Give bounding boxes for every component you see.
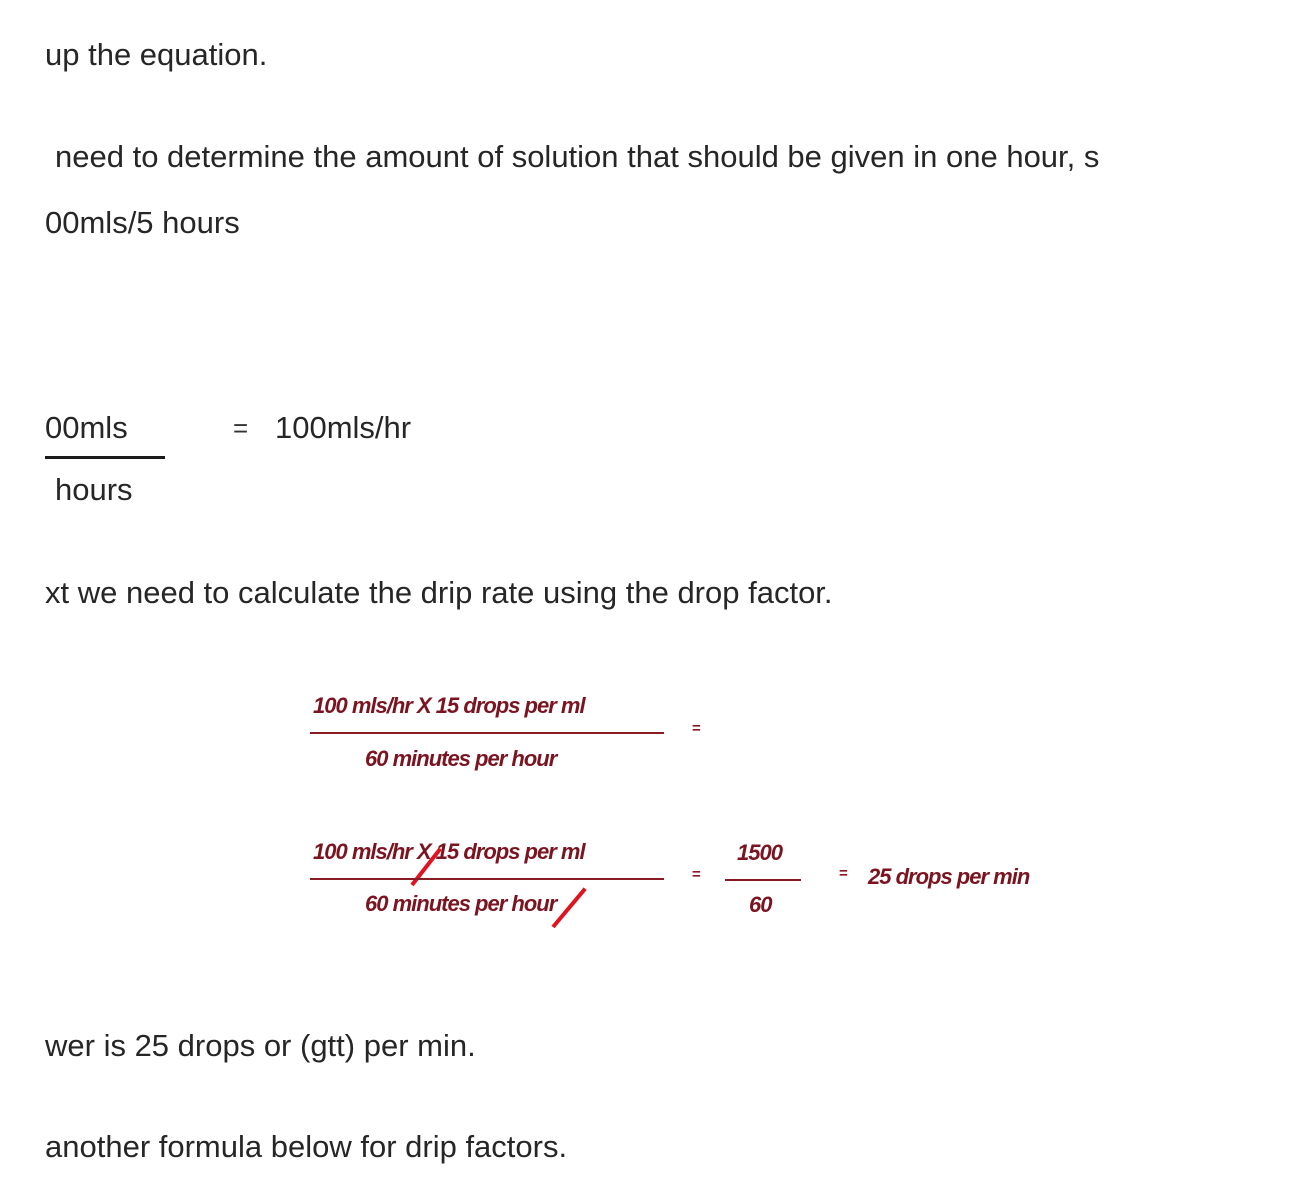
equals-sign: = bbox=[233, 413, 249, 443]
formula2-den-part1: 60 minutes per h bbox=[365, 891, 524, 916]
formula2-fraction-bottom: 60 bbox=[749, 892, 772, 917]
formula1-bar bbox=[310, 732, 664, 734]
given-text: 00mls/5 hours bbox=[45, 205, 240, 240]
formula2-denominator bbox=[365, 891, 556, 917]
formula2-fraction-bar bbox=[725, 879, 801, 881]
formula2-equals1: = bbox=[692, 866, 701, 883]
formula2-fraction-top: 1500 bbox=[737, 840, 782, 865]
formula2-result: 25 drops per min bbox=[868, 864, 1030, 889]
formula2-num-cancelled: hr bbox=[391, 839, 412, 864]
fraction-denominator: hours bbox=[55, 472, 133, 507]
fraction-bar bbox=[45, 456, 165, 459]
formula1-numerator: 100 mls/hr X 15 drops per ml bbox=[313, 693, 585, 718]
setup-text: up the equation. bbox=[45, 37, 268, 72]
determine-text: need to determine the amount of solution that should be given in one hour, s bbox=[55, 139, 1100, 174]
formula1-denominator: 60 minutes per hour bbox=[365, 746, 557, 771]
another-formula-text: another formula below for drip factors. bbox=[45, 1129, 568, 1164]
fraction-numerator: 00mls bbox=[45, 410, 128, 445]
formula2-num-part2: X 15 drops per ml bbox=[411, 839, 585, 864]
cancel-stroke-hour bbox=[551, 887, 586, 928]
formula2-bar bbox=[310, 878, 664, 880]
next-step-text: xt we need to calculate the drip rate using the drop factor. bbox=[45, 575, 833, 610]
formula1-equals: = bbox=[692, 720, 701, 737]
formula2-den-cancelled: our bbox=[523, 891, 557, 916]
formula2-num-part1: 100 mls/ bbox=[313, 839, 392, 864]
formula2-equals2: = bbox=[839, 865, 848, 882]
formula2-numerator bbox=[313, 839, 585, 865]
answer-text: wer is 25 drops or (gtt) per min. bbox=[45, 1028, 476, 1063]
result-text: 100mls/hr bbox=[275, 410, 412, 445]
